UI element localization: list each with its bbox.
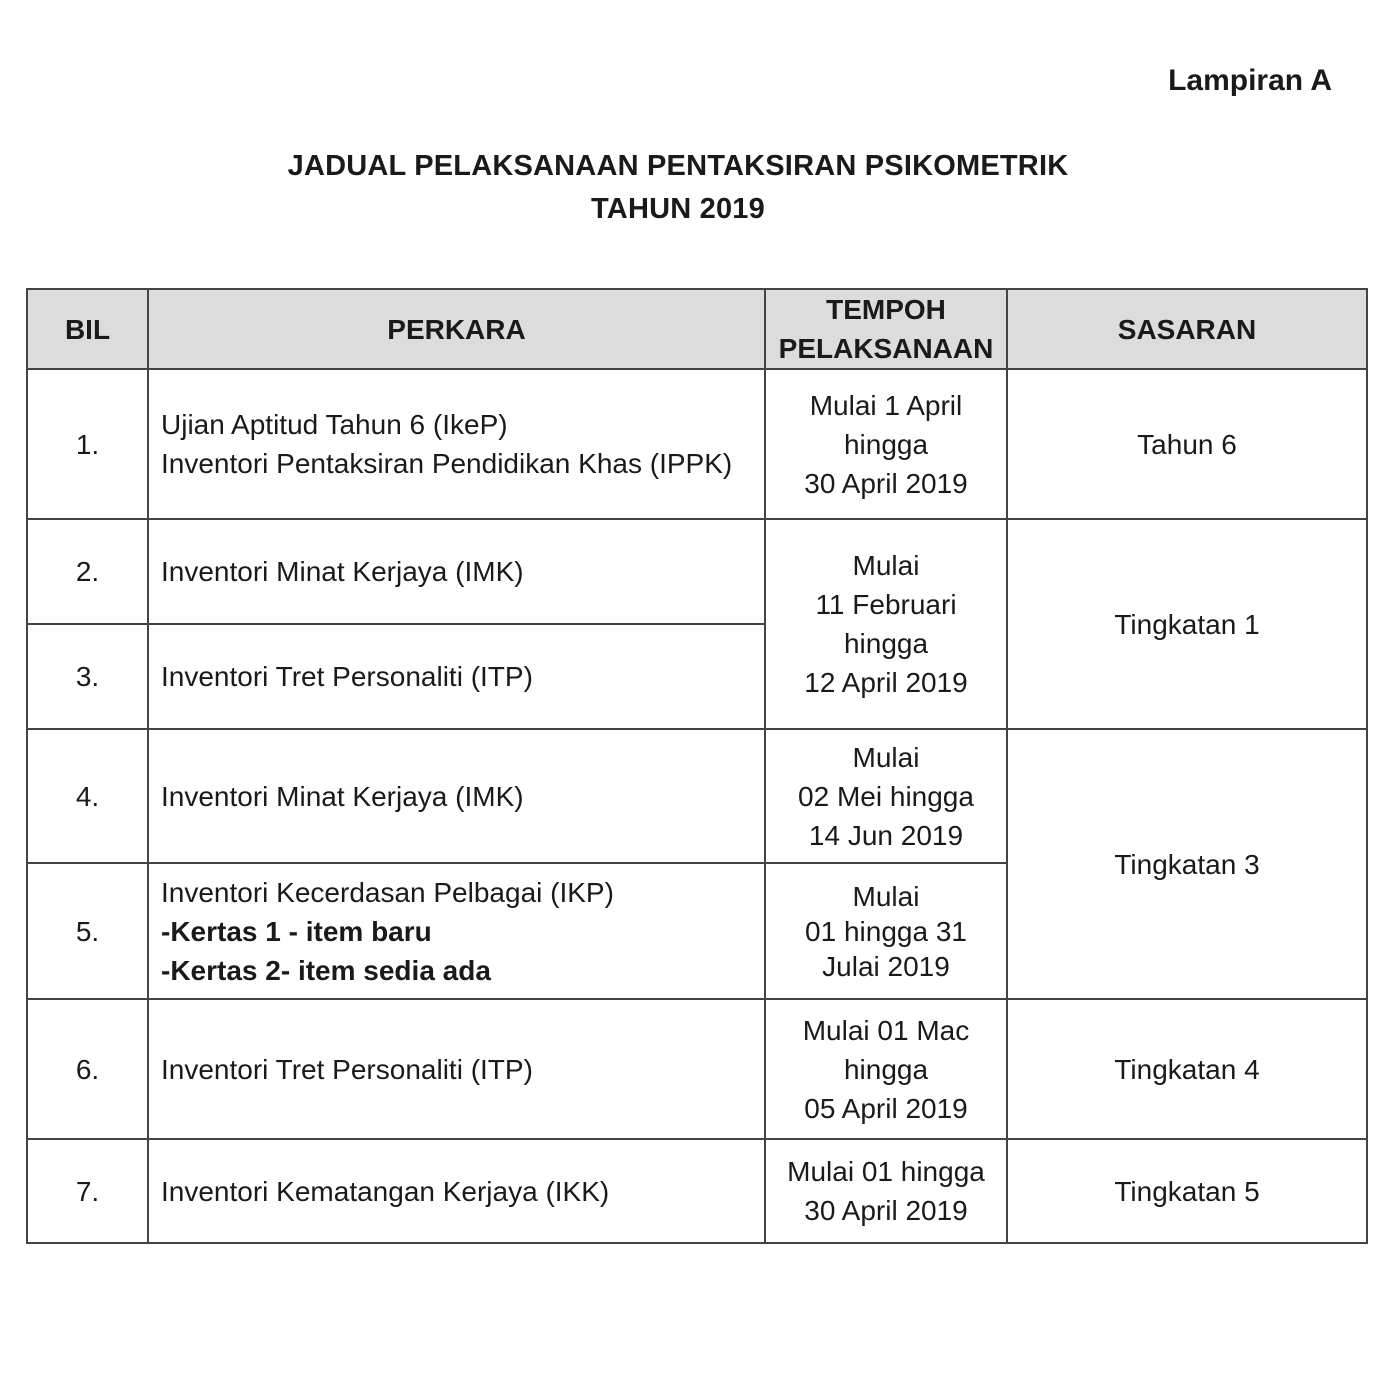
perkara-line: Inventori Kematangan Kerjaya (IKK) <box>161 1175 610 1207</box>
cell-perkara <box>148 624 765 729</box>
tempoh-line: 12 April 2019 <box>804 667 968 698</box>
tempoh-line: 30 April 2019 <box>804 467 968 499</box>
table-header-row <box>27 289 1367 369</box>
cell-tempoh <box>765 1139 1007 1243</box>
perkara-line: Ujian Aptitud Tahun 6 (IkeP) <box>161 409 508 440</box>
column-header-tempoh-line-2: PELAKSANAAN <box>778 333 994 364</box>
tempoh-line: hingga <box>843 428 929 460</box>
cell-sasaran: Tingkatan 3 <box>1007 729 1367 999</box>
tempoh-line: 11 Februari <box>815 589 957 620</box>
column-header-tempoh-line-1: TEMPOH <box>826 294 946 325</box>
perkara-line: Inventori Minat Kerjaya (IMK) <box>161 780 524 812</box>
table-row <box>27 369 1367 519</box>
document-title: JADUAL PELAKSANAAN PENTAKSIRAN PSIKOMETRIK <box>287 150 1069 182</box>
tempoh-line: Mulai <box>852 550 920 581</box>
column-header-sasaran: SASARAN <box>1007 289 1367 369</box>
tempoh-line: Mulai 01 Mac <box>802 1014 970 1046</box>
cell-perkara <box>148 369 765 519</box>
perkara-line-bold: -Kertas 1 - item baru <box>161 915 432 947</box>
tempoh-line: 01 hingga 31 <box>805 915 967 947</box>
cell-bil: 6. <box>27 999 148 1139</box>
tempoh-line: Mulai <box>852 880 920 912</box>
perkara-line: Inventori Tret Personaliti (ITP) <box>161 661 533 692</box>
cell-bil: 3. <box>27 624 148 729</box>
column-header-perkara: PERKARA <box>148 289 765 369</box>
table-row <box>27 729 1367 863</box>
document-subtitle-year: TAHUN 2019 <box>591 193 765 225</box>
column-header-tempoh <box>765 289 1007 369</box>
tempoh-line: 14 Jun 2019 <box>808 819 964 851</box>
tempoh-line: Mulai 01 hingga <box>787 1156 985 1187</box>
cell-bil: 2. <box>27 519 148 624</box>
perkara-line: Inventori Tret Personaliti (ITP) <box>161 1053 533 1085</box>
tempoh-line: Julai 2019 <box>822 950 950 982</box>
perkara-line-bold: -Kertas 2- item sedia ada <box>161 954 491 986</box>
cell-perkara <box>148 1139 765 1243</box>
tempoh-line: hingga <box>843 628 929 659</box>
tempoh-line: Mulai <box>852 741 920 773</box>
cell-sasaran: Tahun 6 <box>1007 369 1367 519</box>
cell-sasaran: Tingkatan 1 <box>1007 519 1367 729</box>
cell-bil: 7. <box>27 1139 148 1243</box>
cell-perkara <box>148 999 765 1139</box>
schedule-table <box>26 288 1368 1244</box>
cell-sasaran: Tingkatan 5 <box>1007 1139 1367 1243</box>
cell-tempoh <box>765 519 1007 729</box>
perkara-line: Inventori Pentaksiran Pendidikan Khas (IPPK) <box>161 448 733 479</box>
table-row <box>27 1139 1367 1243</box>
cell-tempoh <box>765 729 1007 863</box>
lampiran-label: Lampiran A <box>1168 64 1332 97</box>
tempoh-line: hingga <box>843 1053 929 1085</box>
cell-bil: 5. <box>27 863 148 999</box>
tempoh-line: Mulai 1 April <box>809 389 963 421</box>
cell-tempoh <box>765 999 1007 1139</box>
perkara-line: Inventori Minat Kerjaya (IMK) <box>161 556 524 587</box>
tempoh-line: 30 April 2019 <box>804 1195 968 1226</box>
cell-perkara <box>148 863 765 999</box>
table-row <box>27 999 1367 1139</box>
cell-tempoh <box>765 369 1007 519</box>
cell-sasaran: Tingkatan 4 <box>1007 999 1367 1139</box>
column-header-bil: BIL <box>27 289 148 369</box>
tempoh-line: 05 April 2019 <box>804 1092 968 1124</box>
tempoh-line: 02 Mei hingga <box>798 780 974 812</box>
cell-perkara <box>148 729 765 863</box>
cell-perkara <box>148 519 765 624</box>
cell-bil: 4. <box>27 729 148 863</box>
cell-tempoh <box>765 863 1007 999</box>
cell-bil: 1. <box>27 369 148 519</box>
perkara-line: Inventori Kecerdasan Pelbagai (IKP) <box>161 876 614 908</box>
table-row <box>27 519 1367 624</box>
